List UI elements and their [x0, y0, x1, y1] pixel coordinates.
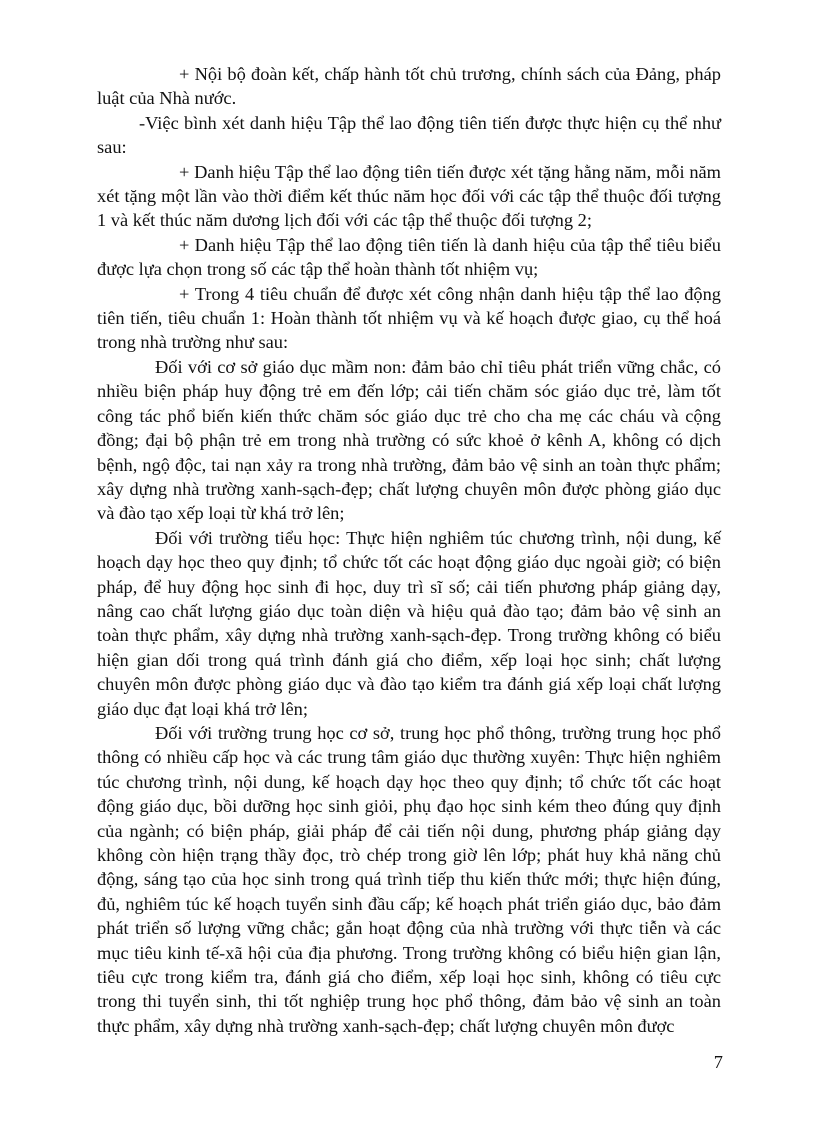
paragraph-primary-school: Đối với trường tiểu học: Thực hiện nghiêm túc chương trình, nội dung, kế hoạch dạy học theo quy định; tổ chức tốt các hoạt động giáo dục ngoài giờ; có biện pháp, để huy động học sinh đi học, duy trì sĩ số; cải tiến phương pháp giảng dạy, nâng cao chất lượng giáo dục toàn diện và hiệu quả đào tạo; đảm bảo vệ sinh an toàn thực phẩm, xây dựng nhà trường xanh-sạch-đẹp. Trong trường không có biểu hiện gian dối trong quá trình đánh giá cho điểm, xếp loại học sinh; chất lượng chuyên môn được phòng giáo dục và đào tạo kiểm tra đánh giá xếp loại chất lượng giáo dục đạt loại khá trở lên;: [97, 527, 721, 719]
paragraph-preschool: Đối với cơ sở giáo dục mầm non: đảm bảo chỉ tiêu phát triển vững chắc, có nhiều biện pháp huy động trẻ em đến lớp; cải tiến chăm sóc giáo dục trẻ, làm tốt công tác phổ biến kiến thức chăm sóc giáo dục trẻ cho cha mẹ các cháu và cộng đồng; đại bộ phận trẻ em trong nhà trường có sức khoẻ ở kênh A, không có dịch bệnh, ngộ độc, tai nạn xảy ra trong nhà trường, đảm bảo vệ sinh an toàn thực phẩm; xây dựng nhà trường xanh-sạch-đẹp; chất lượng chuyên môn được phòng giáo dục và đào tạo xếp loại từ khá trở lên;: [97, 356, 721, 524]
paragraph-exemplary-collective: + Danh hiệu Tập thể lao động tiên tiến là danh hiệu của tập thể tiêu biểu được lựa chọn trong số các tập thể hoàn thành tốt nhiệm vụ;: [97, 234, 721, 280]
paragraph-internal-unity: + Nội bộ đoàn kết, chấp hành tốt chủ trương, chính sách của Đảng, pháp luật của Nhà nước.: [97, 64, 721, 109]
paragraph-criterion-one: + Trong 4 tiêu chuẩn để được xét công nhận danh hiệu tập thể lao động tiên tiến, tiêu chuẩn 1: Hoàn thành tốt nhiệm vụ và kế hoạch được giao, cụ thể hoá trong nhà trường như sau:: [97, 283, 721, 353]
paragraph-secondary-school: Đối với trường trung học cơ sở, trung học phổ thông, trường trung học phổ thông có nhiều cấp học và các trung tâm giáo dục thường xuyên: Thực hiện nghiêm túc chương trình, nội dung, kế hoạch dạy học theo quy định; tổ chức tốt các hoạt động giáo dục, bồi dưỡng học sinh giỏi, phụ đạo học sinh kém theo đúng quy định của ngành; có biện pháp, giải pháp để cải tiến nội dung, phương pháp giảng dạy không còn hiện trạng thầy đọc, trò chép trong giờ lên lớp; phát huy khả năng chủ động, sáng tạo của học sinh trong quá trình tiếp thu kiến thức mới; thực hiện đúng, đủ, nghiêm túc kế hoạch tuyển sinh đầu cấp; kế hoạch phát triển giáo dục, bảo đảm phát triển số lượng vững chắc; gắn hoạt động của nhà trường với thực tiễn và các mục tiêu kinh tế-xã hội của địa phương. Trong trường không có biểu hiện gian lận, tiêu cực trong kiểm tra, đánh giá cho điểm, xếp loại học sinh, không có tiêu cực trong thi tuyển sinh, thi tốt nghiệp trung học phổ thông, đảm bảo vệ sinh an toàn thực phẩm, xây dựng nhà trường xanh-sạch-đẹp; chất lượng chuyên môn được: [97, 722, 721, 1036]
paragraph-evaluation-intro: -Việc bình xét danh hiệu Tập thể lao động tiên tiến được thực hiện cụ thể như sau:: [97, 112, 721, 158]
document-body: [97, 62, 721, 1038]
paragraph-annual-award: + Danh hiệu Tập thể lao động tiên tiến được xét tặng hằng năm, mỗi năm xét tặng một lần vào thời điểm kết thúc năm học đối với các tập thể thuộc đối tượng 1 và kết thúc năm dương lịch đối với các tập thể thuộc đối tượng 2;: [97, 161, 721, 231]
page-number: 7: [713, 1052, 723, 1072]
